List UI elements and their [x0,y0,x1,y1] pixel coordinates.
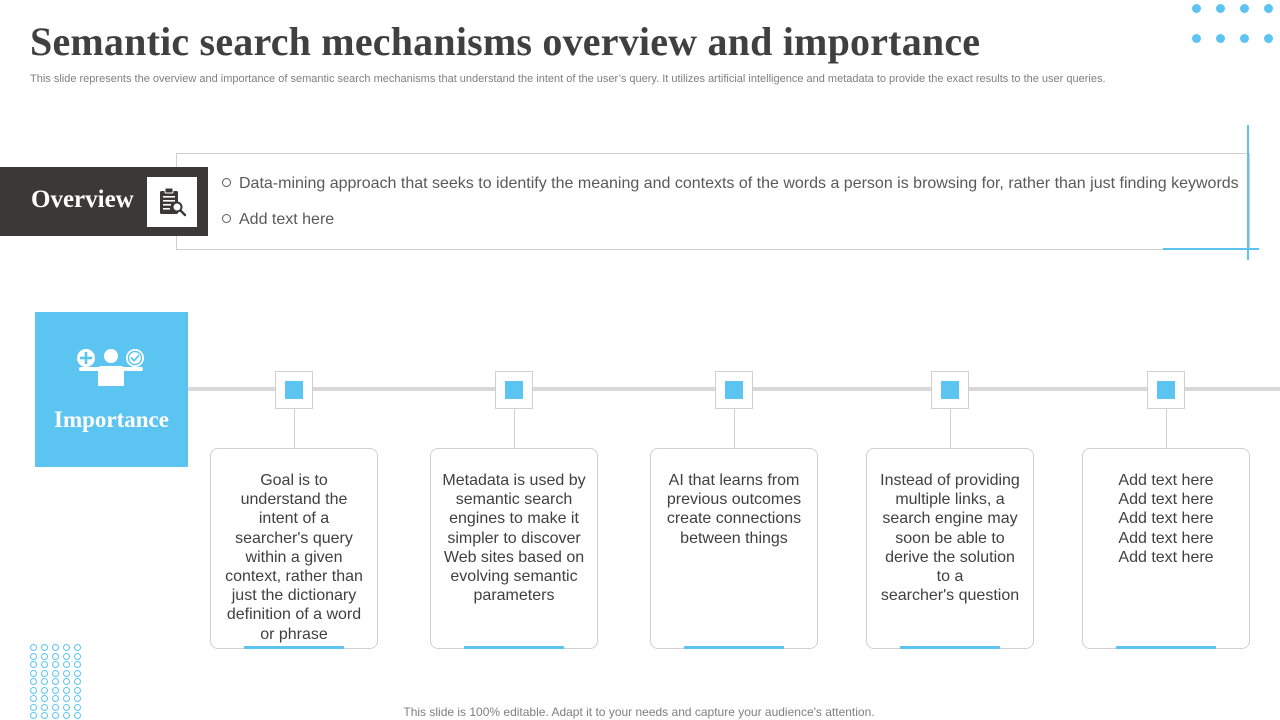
decorative-dot [30,661,37,668]
decorative-dot [30,678,37,685]
decorative-dot [74,687,81,694]
decorative-dot [1240,34,1249,43]
decorative-dot [1192,34,1201,43]
decorative-dot [63,695,70,702]
decorative-dot [41,661,48,668]
importance-card [1082,448,1250,649]
importance-label: Importance [54,407,169,432]
accent-line-horizontal [1163,248,1259,250]
timeline-connector [294,409,295,449]
card-accent-underline [1116,646,1216,649]
decorative-dot [1264,4,1273,13]
overview-bullet-text: Data-mining approach that seeks to identify the meaning and contexts of the words a person is browsing for, rather than just finding keywords [239,175,1239,192]
decorative-dot [63,687,70,694]
accent-line-vertical [1247,125,1249,260]
decorative-dot [52,687,59,694]
importance-box [35,312,188,467]
decorative-dot [41,687,48,694]
decorative-dot [74,661,81,668]
overview-bullet [222,175,1239,193]
person-plus-check-icon [76,346,146,388]
decorative-dot [41,678,48,685]
bullet-marker [222,214,231,223]
timeline-connector [1166,409,1167,449]
decorative-dot [30,644,37,651]
timeline-node-marker [725,381,743,399]
timeline-connector [514,409,515,449]
decorative-dot [41,644,48,651]
overview-icon-box [147,177,197,227]
decorative-dot [74,695,81,702]
decorative-dot [63,678,70,685]
decorative-dot [30,670,37,677]
timeline-node-marker [505,381,523,399]
importance-card [430,448,598,649]
decorative-dot [74,670,81,677]
decorative-dot [74,644,81,651]
timeline-node [1147,371,1185,409]
decorative-dot [52,644,59,651]
timeline-connector [950,409,951,449]
timeline-connector [734,409,735,449]
overview-bullet-text: Add text here [239,211,335,228]
importance-card [650,448,818,649]
decorative-dot [52,695,59,702]
timeline-node [495,371,533,409]
decorative-dot [63,653,70,660]
decorative-dot [63,644,70,651]
slide-subtitle: This slide represents the overview and importance of semantic search mechanisms that understand the intent of the user’s query. It utilizes artificial intelligence and metadata to provide the exact results to the user queries. [30,73,1106,85]
importance-card-text: Metadata is used by semantic search engines to make it simpler to discover Web sites based on evolving semantic parameters [442,472,586,605]
slide-footer: This slide is 100% editable. Adapt it to your needs and capture your audience's attention. [403,705,875,719]
decorative-dot [52,653,59,660]
decorative-dot [63,670,70,677]
decorative-dot [52,670,59,677]
decorative-dot [63,661,70,668]
bullet-marker [222,178,231,187]
card-accent-underline [900,646,1000,649]
overview-content-box [176,153,1250,250]
importance-card-text: Goal is to understand the intent of a searcher's query within a given context, rather than just the dictionary definition of a word or phrase [225,472,363,643]
decorative-dot [1216,34,1225,43]
decorative-dot [41,695,48,702]
importance-card-text: AI that learns from previous outcomes create connections between things [666,472,802,547]
clipboard-search-icon [156,186,188,218]
timeline-node [715,371,753,409]
decorative-dot [52,678,59,685]
decorative-dot [30,687,37,694]
timeline-node [275,371,313,409]
timeline-node-marker [941,381,959,399]
card-accent-underline [684,646,784,649]
card-accent-underline [464,646,564,649]
timeline-node-marker [1157,381,1175,399]
timeline-node-marker [285,381,303,399]
decorative-dot [41,653,48,660]
decorative-dot [1240,4,1249,13]
decorative-dot [1216,4,1225,13]
importance-card-text: Add text here Add text here Add text here Add text here Add text here [1118,472,1214,566]
timeline-node [931,371,969,409]
overview-label: Overview [31,186,134,213]
decorative-dot [52,661,59,668]
decorative-dot [30,653,37,660]
decorative-dot [74,653,81,660]
card-accent-underline [244,646,344,649]
decorative-dot-grid-top [1192,4,1280,48]
overview-bullet [222,211,334,229]
importance-card [210,448,378,649]
slide-title: Semantic search mechanisms overview and importance [30,19,981,64]
decorative-dot [74,678,81,685]
decorative-dot [1192,4,1201,13]
importance-card-text: Instead of providing multiple links, a search engine may soon be able to derive the solution to a searcher's question [880,472,1020,605]
decorative-dot [1264,34,1273,43]
decorative-dot [41,670,48,677]
decorative-dot [30,695,37,702]
importance-card [866,448,1034,649]
